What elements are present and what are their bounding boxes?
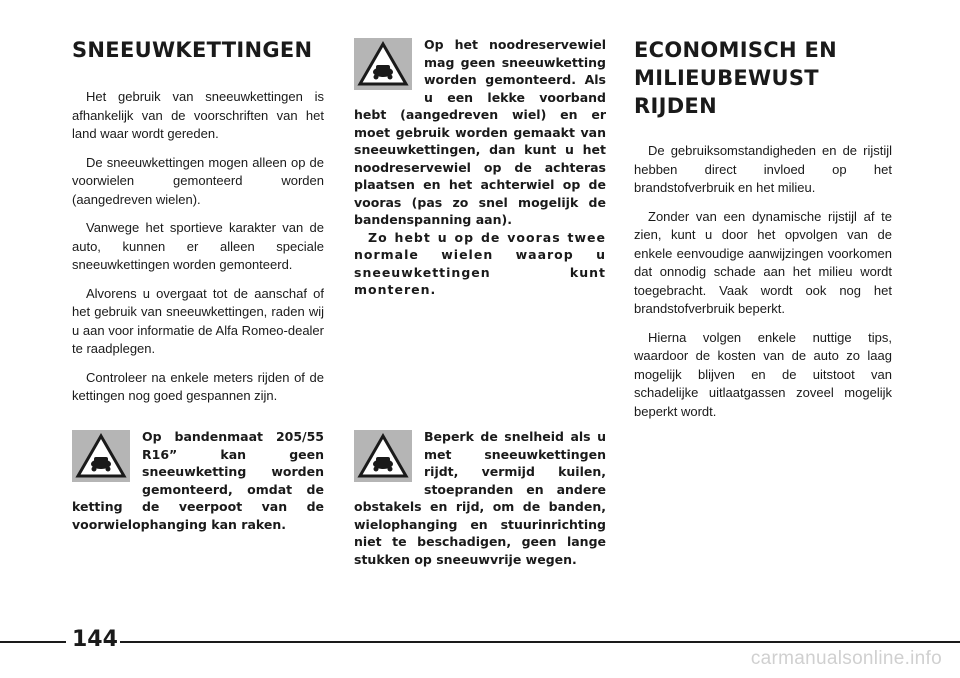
column-snow-chains	[72, 36, 324, 416]
paragraph: Alvorens u overgaat tot de aanschaf of het gebruik van sneeuwkettingen, raden wij u aan voor informatie de Alfa Romeo-dealer te raadplegen.	[72, 285, 324, 356]
paragraph: Controleer na enkele meters rijden of de kettingen nog goed gespannen zijn.	[72, 369, 324, 403]
watermark: carmanualsonline.info	[750, 648, 942, 669]
warning-tyre-size	[72, 428, 324, 533]
warning-text: Beperk de snelheid als u met sneeuwkettingen rijdt, vermijd kuilen, stoepranden en andere obstakels en rijd, om de banden, wielophanging en stuurinrichting niet te beschadigen, geen lange stukken op sneeuwvrije wegen.	[354, 429, 606, 567]
paragraph: Vanwege het sportieve karakter van de auto, kunnen er alleen speciale sneeuwkettingen worden gemonteerd.	[72, 220, 324, 272]
footer-rule-right	[120, 641, 960, 643]
warning-speed-limit	[354, 428, 606, 568]
warning-skid-car-icon	[354, 38, 412, 90]
warning-skid-car-icon	[72, 430, 130, 482]
paragraph: Zonder van een dynamische rijstijl af te zien, kunt u door het opvolgen van de enkele eenvoudige aanwijzingen voorkomen dat onnodig schade aan het milieu wordt toegebracht. Vaak wordt ook nog het brandstofverbruik beperkt.	[634, 208, 892, 316]
paragraph: De gebruiksomstandigheden en de rijstijl hebben direct invloed op het brandstofverbruik en het milieu.	[634, 143, 892, 195]
section-title-snow-chains: SNEEUWKETTINGEN	[72, 38, 313, 62]
footer-rule-left	[0, 641, 66, 643]
warning-spare-wheel	[354, 36, 606, 299]
paragraph: De sneeuwkettingen mogen alleen op de voorwielen gemonteerd worden (aangedreven wielen).	[72, 154, 324, 207]
warning-text: Op bandenmaat 205/55 R16” kan geen sneeuwketting worden gemonteerd, omdat de ketting de veerpoot van de voorwielophanging kan raken.	[72, 429, 324, 532]
section-title-eco-driving: ECONOMISCH EN MILIEUBEWUST RIJDEN	[634, 38, 837, 118]
paragraph: Het gebruik van sneeuwkettingen is afhankelijk van de voorschriften van het land waar wordt gereden.	[72, 89, 324, 141]
warning-text: Op het noodreservewiel mag geen sneeuwketting worden gemonteerd. Als u een lekke voorband hebt (aangedreven wiel) en er moet gebruik worden gemaakt van sneeuwkettingen, dan kunt u het noodreservewiel op de achteras plaatsen en het achterwiel op de vooras (pas zo snel mogelijk de bandenspanning aan).	[354, 37, 606, 227]
column-eco-driving	[634, 36, 892, 431]
warning-text-continued: Zo hebt u op de vooras twee normale wielen waarop u sneeuwkettingen kunt monteren.	[354, 229, 606, 297]
page-number: 144	[72, 627, 118, 652]
paragraph: Hierna volgen enkele nuttige tips, waardoor de kosten van de auto zo laag mogelijk blijven en de uitstoot van schadelijke uitlaatgassen zoveel mogelijk beperkt wordt.	[634, 329, 892, 419]
warning-skid-car-icon	[354, 430, 412, 482]
